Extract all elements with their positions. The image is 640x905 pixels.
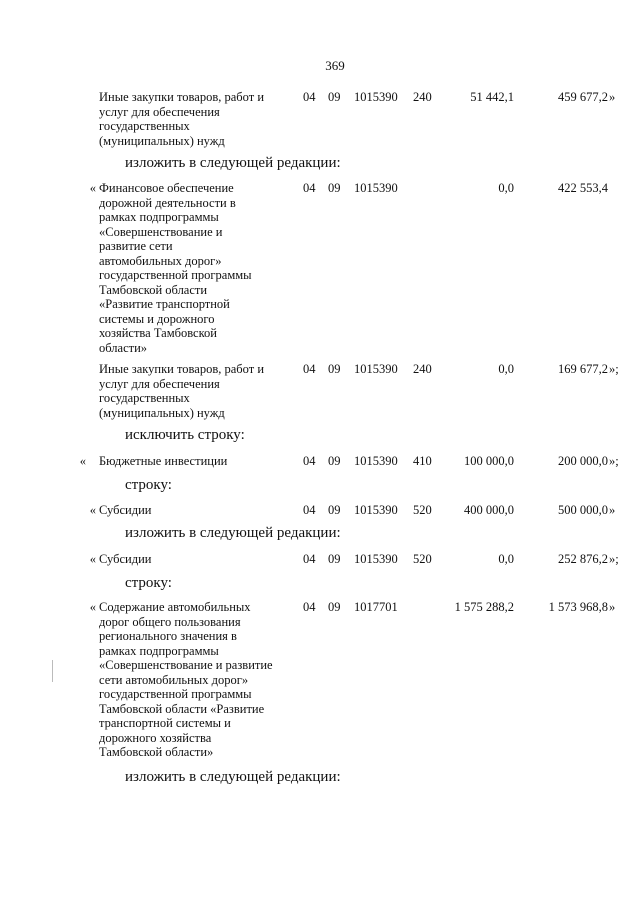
closing-quote: »; — [609, 552, 619, 566]
row-name-line: Тамбовской области» — [99, 745, 214, 759]
target-article-code: 1015390 — [354, 362, 398, 376]
opening-quote: « — [79, 454, 86, 468]
closing-quote: » — [609, 90, 616, 104]
row-name-line: дорожного хозяйства — [99, 730, 212, 745]
row-name-line: области» — [99, 340, 148, 355]
target-article-code: 1015390 — [354, 454, 398, 468]
opening-quote: « — [89, 600, 96, 614]
row-name — [99, 181, 289, 355]
target-article-code: 1015390 — [354, 90, 398, 104]
row-name-line: «Совершенствование и — [99, 224, 223, 239]
row-name-line: государственных — [99, 391, 190, 405]
row-name — [99, 454, 289, 469]
expense-type-code: 520 — [413, 503, 432, 517]
row-name-line: Содержание автомобильных — [99, 600, 251, 614]
closing-quote: » — [609, 600, 616, 614]
subsection-code: 09 — [328, 454, 341, 468]
expense-type-code: 520 — [413, 552, 432, 566]
expense-type-code: 410 — [413, 454, 432, 468]
row-name-line: государственных — [99, 119, 190, 133]
row-name-line: Бюджетные инвестиции — [99, 454, 228, 468]
amount-1: 100 000,0 — [464, 454, 514, 468]
row-name-line: Субсидии — [99, 552, 152, 566]
row-name-line: транспортной системы и — [99, 716, 231, 730]
row-name — [99, 362, 289, 420]
row-name-line: дорожной деятельности в — [99, 195, 236, 210]
row-name-line: Субсидии — [99, 503, 152, 517]
amount-2: 500 000,0 — [558, 503, 608, 517]
row-name-line: сети автомобильных дорог» — [99, 672, 249, 687]
section-code: 04 — [303, 90, 316, 104]
row-name-line: государственной программы — [99, 268, 252, 282]
subsection-code: 09 — [328, 600, 341, 614]
instruction-text: изложить в следующей редакции: — [125, 155, 341, 171]
section-code: 04 — [303, 600, 316, 614]
row-name-line: Тамбовской области «Развитие — [99, 701, 265, 716]
opening-quote: « — [89, 181, 96, 195]
expense-type-code: 240 — [413, 90, 432, 104]
row-name — [99, 552, 289, 567]
target-article-code: 1015390 — [354, 181, 398, 195]
section-code: 04 — [303, 552, 316, 566]
row-name-line: регионального значения в — [99, 629, 237, 643]
subsection-code: 09 — [328, 90, 341, 104]
subsection-code: 09 — [328, 552, 341, 566]
instruction-text: изложить в следующей редакции: — [125, 769, 341, 785]
amount-2: 1 573 968,8 — [548, 600, 608, 614]
expense-type-code: 240 — [413, 362, 432, 376]
closing-quote: » — [609, 503, 616, 517]
opening-quote: « — [89, 503, 96, 517]
amount-2: 252 876,2 — [558, 552, 608, 566]
subsection-code: 09 — [328, 503, 341, 517]
row-name-line: рамках подпрограммы — [99, 210, 219, 224]
row-name-line: Финансовое обеспечение — [99, 181, 234, 195]
row-name-line: услуг для обеспечения — [99, 376, 220, 391]
amount-2: 459 677,2 — [558, 90, 608, 104]
section-code: 04 — [303, 454, 316, 468]
amount-1: 1 575 288,2 — [454, 600, 514, 614]
section-code: 04 — [303, 362, 316, 376]
instruction-text: изложить в следующей редакции: — [125, 525, 341, 541]
target-article-code: 1017701 — [354, 600, 398, 614]
row-name-line: (муниципальных) нужд — [99, 133, 225, 148]
section-code: 04 — [303, 181, 316, 195]
row-name-line: системы и дорожного — [99, 311, 215, 326]
row-name-line: Иные закупки товаров, работ и — [99, 90, 265, 104]
amount-2: 422 553,4 — [558, 181, 608, 195]
page-number: 369 — [325, 58, 345, 73]
amount-1: 51 442,1 — [470, 90, 514, 104]
row-name-line: (муниципальных) нужд — [99, 405, 225, 420]
closing-quote: »; — [609, 454, 619, 468]
instruction-text: строку: — [125, 575, 172, 591]
row-name-line: развитие сети — [99, 239, 173, 253]
row-name-line: услуг для обеспечения — [99, 104, 220, 119]
subsection-code: 09 — [328, 362, 341, 376]
row-name-line: рамках подпрограммы — [99, 643, 219, 658]
row-name-line: государственной программы — [99, 687, 252, 701]
amount-1: 0,0 — [498, 181, 514, 195]
section-code: 04 — [303, 503, 316, 517]
amount-2: 200 000,0 — [558, 454, 608, 468]
row-name-line: «Совершенствование и развитие — [99, 658, 273, 672]
amount-1: 0,0 — [498, 552, 514, 566]
row-name — [99, 90, 289, 148]
row-name-line: «Развитие транспортной — [99, 297, 230, 311]
closing-quote: »; — [609, 362, 619, 376]
margin-mark — [52, 660, 53, 682]
row-name-line: Иные закупки товаров, работ и — [99, 362, 265, 376]
target-article-code: 1015390 — [354, 552, 398, 566]
amount-1: 0,0 — [498, 362, 514, 376]
row-name-line: хозяйства Тамбовской — [99, 326, 217, 340]
instruction-text: строку: — [125, 477, 172, 493]
instruction-text: исключить строку: — [125, 427, 245, 443]
row-name-line: Тамбовской области — [99, 282, 208, 297]
row-name — [99, 600, 289, 760]
amount-2: 169 677,2 — [558, 362, 608, 376]
row-name-line: автомобильных дорог» — [99, 253, 222, 268]
amount-1: 400 000,0 — [464, 503, 514, 517]
row-name-line: дорог общего пользования — [99, 614, 241, 629]
opening-quote: « — [89, 552, 96, 566]
subsection-code: 09 — [328, 181, 341, 195]
target-article-code: 1015390 — [354, 503, 398, 517]
row-name — [99, 503, 289, 518]
